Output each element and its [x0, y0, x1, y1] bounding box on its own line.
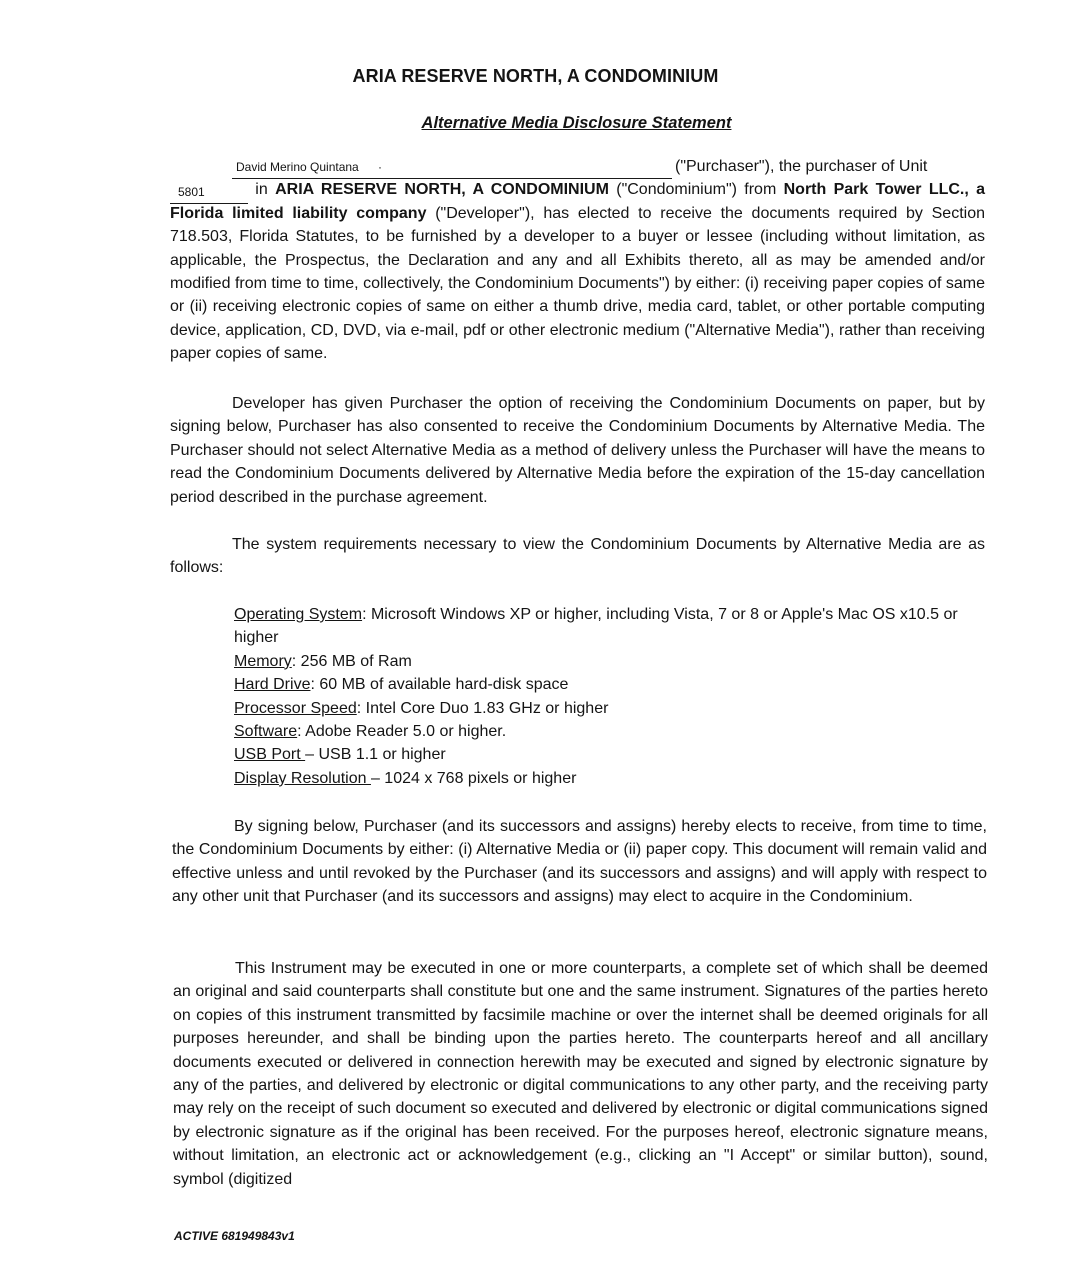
- intro-text-3: ("Developer"), has elected to receive the documents required by Section 718.503, Florida Statutes, to be furnished by a developer to a buyer or lessee (including without limitation, as applicable, the Prospectus, the Declaration and any and all Exhibits thereto, all as may be amended and/or modified from time to time, collectively, the Condominium Documents") by either: (i) receiving paper copies of same or (ii) receiving electronic copies of same on either a thumb drive, media card, tablet, or other portable computing device, application, CD, DVD, via e-mail, pdf or other electronic medium ("Alternative Media"), rather than receiving paper copies of same.: [170, 204, 985, 363]
- unit-number: 5801: [178, 185, 205, 199]
- requirement-display-resolution: Display Resolution – 1024 x 768 pixels or higher: [234, 769, 577, 787]
- counterparts-paragraph: This Instrument may be executed in one or more counterparts, a complete set of which shall be deemed an original and said counterparts shall constitute but one and the same instrument. Signatures of the parties hereto on copies of this instrument transmitted by facsimile machine or over the internet shall be deemed originals for all purposes hereunder, and shall be binding upon the parties hereto. The counterparts hereof and all ancillary documents executed or delivered in connection herewith may be executed and signed by electronic signature by any of the parties, and delivered by electronic or digital communications to any other party, and the receiving party may rely on the receipt of such document so executed and delivered by electronic or digital communications signed by electronic signature as if the original has been received. For the purposes hereof, electronic signature means, without limitation, an electronic act or acknowledgement (e.g., clicking an "I Accept" or similar button), sound, symbol (digitized: [173, 960, 988, 1188]
- intro-paragraph: [170, 155, 985, 366]
- requirement-software: Software: Adobe Reader 5.0 or higher.: [234, 723, 507, 741]
- condominium-name: ARIA RESERVE NORTH, A CONDOMINIUM: [275, 181, 609, 199]
- name-mark: ·: [378, 160, 382, 174]
- developer-name: North Park Tower LLC., a Florida limited liability company: [170, 181, 986, 222]
- requirement-processor-speed: Processor Speed: Intel Core Duo 1.83 GHz or higher: [234, 699, 609, 717]
- system-requirements-list: [234, 603, 986, 790]
- option-paragraph: Developer has given Purchaser the option of receiving the Condominium Documents on paper, but by signing below, Purchaser has also consented to receive the Condominium Documents by Alternative Media. The Purchaser should not select Alternative Media as a method of delivery unless the Purchaser will have the means to read the Condominium Documents delivered by Alternative Media before the expiration of the 15-day cancellation period described in the purchase agreement.: [170, 395, 985, 506]
- requirement-usb-port: USB Port – USB 1.1 or higher: [234, 746, 446, 764]
- intro-text-2: ("Condominium") from: [608, 181, 784, 199]
- requirements-intro: The system requirements necessary to view the Condominium Documents by Alternative Media are as follows:: [170, 536, 985, 577]
- document-title: ARIA RESERVE NORTH, A CONDOMINIUM: [352, 66, 719, 86]
- requirement-operating-system: Operating System: Microsoft Windows XP or higher, including Vista, 7 or 8 or Apple's Mac OS x10.5 or higher: [234, 606, 958, 647]
- document-footer-id: ACTIVE 681949843v1: [174, 1229, 295, 1243]
- purchaser-name: David Merino Quintana: [236, 160, 359, 174]
- requirement-memory: Memory: 256 MB of Ram: [234, 652, 412, 670]
- intro-text-1: in: [248, 181, 276, 199]
- document-subtitle: Alternative Media Disclosure Statement: [421, 114, 732, 132]
- purchaser-label: ("Purchaser"), the purchaser of Unit: [675, 158, 928, 175]
- requirement-hard-drive: Hard Drive: 60 MB of available hard-disk space: [234, 676, 569, 694]
- election-paragraph: By signing below, Purchaser (and its successors and assigns) hereby elects to receive, from time to time, the Condominium Documents by either: (i) Alternative Media or (ii) paper copy. This document will remain valid and effective unless and until revoked by the Purchaser (and its successors and assigns) and will apply with respect to any other unit that Purchaser (and its successors and assigns) may elect to acquire in the Condominium.: [172, 818, 987, 906]
